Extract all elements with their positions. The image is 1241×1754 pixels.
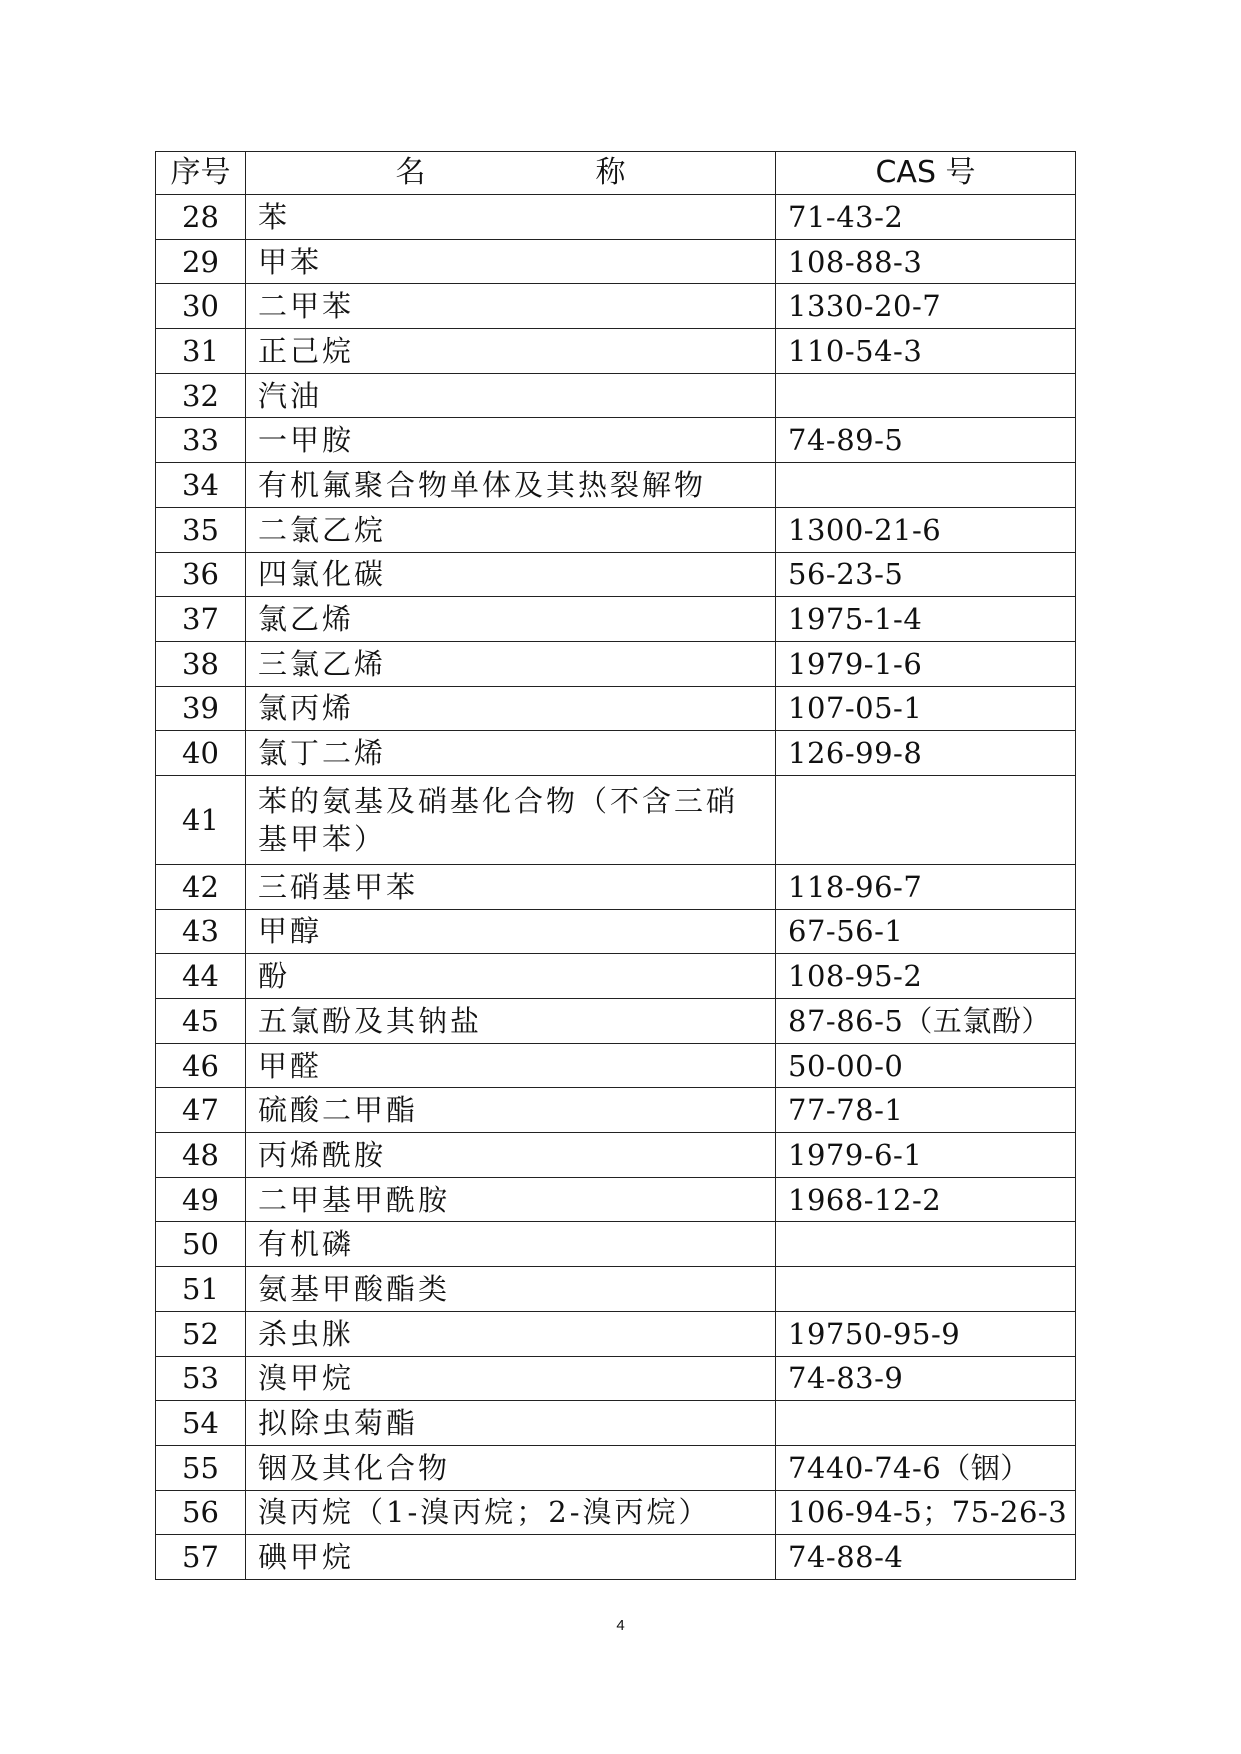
cell-cas: 107-05-1 xyxy=(776,686,1076,731)
page-number: 4 xyxy=(616,1617,625,1634)
cell-no: 48 xyxy=(156,1133,246,1178)
table-row xyxy=(156,999,1076,1044)
cell-no: 43 xyxy=(156,909,246,954)
cell-cas xyxy=(776,1222,1076,1267)
cell-name: 一甲胺 xyxy=(246,418,776,463)
cell-cas xyxy=(776,463,1076,508)
cell-cas: 56-23-5 xyxy=(776,552,1076,597)
cell-cas: 1975-1-4 xyxy=(776,597,1076,642)
cell-no: 53 xyxy=(156,1356,246,1401)
cell-name: 汽油 xyxy=(246,373,776,418)
cell-no: 56 xyxy=(156,1490,246,1535)
cell-name: 有机磷 xyxy=(246,1222,776,1267)
cell-name: 酚 xyxy=(246,954,776,999)
cell-name: 氯丁二烯 xyxy=(246,731,776,776)
cell-no: 45 xyxy=(156,999,246,1044)
cell-cas: 1979-1-6 xyxy=(776,641,1076,686)
header-name-label: 名 称 xyxy=(395,155,696,190)
table-header-row xyxy=(156,152,1076,195)
header-no: 序号 xyxy=(156,152,246,195)
cell-no: 38 xyxy=(156,641,246,686)
table-row xyxy=(156,954,1076,999)
table-row xyxy=(156,1043,1076,1088)
cell-cas: 108-88-3 xyxy=(776,239,1076,284)
cell-cas: 1330-20-7 xyxy=(776,284,1076,329)
cell-name: 苯 xyxy=(246,195,776,240)
table-row xyxy=(156,1267,1076,1312)
chemical-table xyxy=(155,151,1076,1580)
cell-no: 49 xyxy=(156,1177,246,1222)
cell-no: 46 xyxy=(156,1043,246,1088)
cell-cas: 110-54-3 xyxy=(776,329,1076,374)
cell-cas xyxy=(776,1401,1076,1446)
cell-name: 溴甲烷 xyxy=(246,1356,776,1401)
table-row xyxy=(156,195,1076,240)
cell-name: 正己烷 xyxy=(246,329,776,374)
cell-cas: 1300-21-6 xyxy=(776,507,1076,552)
cell-name: 五氯酚及其钠盐 xyxy=(246,999,776,1044)
cell-name: 氨基甲酸酯类 xyxy=(246,1267,776,1312)
cell-no: 47 xyxy=(156,1088,246,1133)
cell-name: 三硝基甲苯 xyxy=(246,864,776,909)
table-row xyxy=(156,1490,1076,1535)
table-row xyxy=(156,731,1076,776)
cell-no: 54 xyxy=(156,1401,246,1446)
header-name xyxy=(246,152,776,195)
table-row xyxy=(156,1535,1076,1580)
table-row xyxy=(156,373,1076,418)
cell-no: 44 xyxy=(156,954,246,999)
table-body xyxy=(156,195,1076,1580)
cell-no: 52 xyxy=(156,1311,246,1356)
cell-name: 四氯化碳 xyxy=(246,552,776,597)
table-row xyxy=(156,239,1076,284)
cell-name: 丙烯酰胺 xyxy=(246,1133,776,1178)
table-row xyxy=(156,329,1076,374)
cell-no: 55 xyxy=(156,1445,246,1490)
cell-name: 铟及其化合物 xyxy=(246,1445,776,1490)
cell-no: 50 xyxy=(156,1222,246,1267)
cell-name: 硫酸二甲酯 xyxy=(246,1088,776,1133)
table-row xyxy=(156,686,1076,731)
cell-cas: 1979-6-1 xyxy=(776,1133,1076,1178)
table-row xyxy=(156,775,1076,864)
cell-cas: 67-56-1 xyxy=(776,909,1076,954)
cell-cas: 126-99-8 xyxy=(776,731,1076,776)
cell-name: 三氯乙烯 xyxy=(246,641,776,686)
table-row xyxy=(156,1311,1076,1356)
table-row xyxy=(156,1177,1076,1222)
cell-cas: 7440-74-6（铟） xyxy=(776,1445,1076,1490)
cell-name: 氯丙烯 xyxy=(246,686,776,731)
table-row xyxy=(156,463,1076,508)
table-row xyxy=(156,909,1076,954)
cell-name: 甲醇 xyxy=(246,909,776,954)
cell-cas: 87-86-5（五氯酚） xyxy=(776,999,1076,1044)
cell-cas: 19750-95-9 xyxy=(776,1311,1076,1356)
cell-name: 碘甲烷 xyxy=(246,1535,776,1580)
header-cas: CAS 号 xyxy=(776,152,1076,195)
cell-cas: 50-00-0 xyxy=(776,1043,1076,1088)
cell-no: 28 xyxy=(156,195,246,240)
table-row xyxy=(156,552,1076,597)
table-row xyxy=(156,1356,1076,1401)
table-row xyxy=(156,1222,1076,1267)
cell-cas: 71-43-2 xyxy=(776,195,1076,240)
cell-no: 42 xyxy=(156,864,246,909)
cell-name: 甲苯 xyxy=(246,239,776,284)
cell-name: 杀虫脒 xyxy=(246,1311,776,1356)
cell-no: 36 xyxy=(156,552,246,597)
cell-name: 溴丙烷（1-溴丙烷；2-溴丙烷） xyxy=(246,1490,776,1535)
cell-no: 30 xyxy=(156,284,246,329)
cell-no: 35 xyxy=(156,507,246,552)
table-row xyxy=(156,864,1076,909)
cell-name: 二甲基甲酰胺 xyxy=(246,1177,776,1222)
cell-name: 苯的氨基及硝基化合物（不含三硝基甲苯） xyxy=(246,775,776,864)
cell-cas: 77-78-1 xyxy=(776,1088,1076,1133)
cell-no: 51 xyxy=(156,1267,246,1312)
cell-no: 40 xyxy=(156,731,246,776)
table-row xyxy=(156,284,1076,329)
table-row xyxy=(156,1133,1076,1178)
table-row xyxy=(156,418,1076,463)
cell-no: 29 xyxy=(156,239,246,284)
cell-name: 甲醛 xyxy=(246,1043,776,1088)
cell-cas: 1968-12-2 xyxy=(776,1177,1076,1222)
cell-no: 39 xyxy=(156,686,246,731)
table-row xyxy=(156,597,1076,642)
cell-no: 33 xyxy=(156,418,246,463)
cell-no: 34 xyxy=(156,463,246,508)
table-row xyxy=(156,1445,1076,1490)
cell-cas: 118-96-7 xyxy=(776,864,1076,909)
cell-no: 37 xyxy=(156,597,246,642)
table-row xyxy=(156,1088,1076,1133)
cell-cas xyxy=(776,775,1076,864)
cell-cas xyxy=(776,1267,1076,1312)
cell-no: 32 xyxy=(156,373,246,418)
table-row xyxy=(156,507,1076,552)
cell-name: 有机氟聚合物单体及其热裂解物 xyxy=(246,463,776,508)
cell-cas: 108-95-2 xyxy=(776,954,1076,999)
table-row xyxy=(156,1401,1076,1446)
cell-name: 拟除虫菊酯 xyxy=(246,1401,776,1446)
cell-cas: 74-89-5 xyxy=(776,418,1076,463)
cell-no: 41 xyxy=(156,775,246,864)
cell-cas xyxy=(776,373,1076,418)
cell-no: 57 xyxy=(156,1535,246,1580)
cell-no: 31 xyxy=(156,329,246,374)
cell-name: 二氯乙烷 xyxy=(246,507,776,552)
cell-cas: 74-88-4 xyxy=(776,1535,1076,1580)
cell-name: 二甲苯 xyxy=(246,284,776,329)
cell-cas: 106-94-5；75-26-3 xyxy=(776,1490,1076,1535)
cell-cas: 74-83-9 xyxy=(776,1356,1076,1401)
cell-name: 氯乙烯 xyxy=(246,597,776,642)
table-row xyxy=(156,641,1076,686)
